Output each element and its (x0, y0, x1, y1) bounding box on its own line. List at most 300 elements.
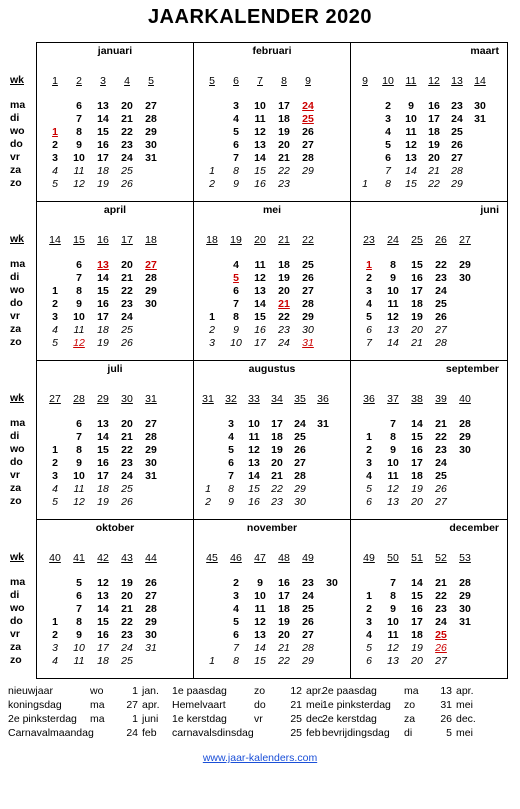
holiday-day: 26 (440, 713, 452, 725)
day-cell: 27 (302, 285, 314, 297)
week-number: 25 (411, 234, 423, 246)
day-cell: 2 (366, 603, 372, 615)
day-cell: 15 (97, 126, 109, 138)
day-cell: 28 (435, 337, 447, 349)
week-number: 49 (302, 552, 314, 564)
day-cell: 6 (76, 100, 82, 112)
week-number: 33 (248, 393, 260, 405)
holiday-weekday: vr (254, 713, 263, 725)
month-oktober (36, 519, 194, 679)
day-cell: 18 (271, 431, 283, 443)
day-cell: 27 (145, 100, 157, 112)
week-number: 9 (305, 75, 311, 87)
week-number: 48 (278, 552, 290, 564)
week-number: 21 (278, 234, 290, 246)
day-cell: 4 (366, 470, 372, 482)
weekday-label-di: di (10, 271, 20, 283)
day-cell: 5 (233, 272, 239, 284)
day-cell: 5 (52, 178, 58, 190)
week-number: 35 (294, 393, 306, 405)
day-cell: 30 (294, 496, 306, 508)
day-cell: 13 (387, 496, 399, 508)
weekday-label-wo: wo (10, 125, 25, 137)
day-cell: 23 (121, 298, 133, 310)
day-cell: 25 (121, 165, 133, 177)
day-cell: 6 (76, 590, 82, 602)
day-cell: 21 (411, 337, 423, 349)
day-cell: 19 (278, 272, 290, 284)
day-cell: 29 (145, 126, 157, 138)
week-number: 50 (387, 552, 399, 564)
holiday-month: feb (306, 727, 321, 739)
day-cell: 24 (302, 590, 314, 602)
holiday-name: Hemelvaart (172, 699, 226, 711)
day-cell: 25 (121, 324, 133, 336)
week-number: 11 (405, 75, 417, 87)
day-cell: 21 (121, 272, 133, 284)
day-cell: 27 (435, 324, 447, 336)
day-cell: 10 (387, 616, 399, 628)
day-cell: 28 (145, 272, 157, 284)
day-cell: 24 (302, 100, 314, 112)
holiday-name: Carnavalmaandag (8, 727, 94, 739)
day-cell: 22 (435, 431, 447, 443)
day-cell: 8 (390, 590, 396, 602)
day-cell: 18 (428, 126, 440, 138)
day-cell: 31 (317, 418, 329, 430)
day-cell: 5 (52, 337, 58, 349)
day-cell: 28 (302, 298, 314, 310)
day-cell: 10 (254, 590, 266, 602)
day-cell: 3 (228, 418, 234, 430)
day-cell: 23 (121, 139, 133, 151)
day-cell: 30 (459, 603, 471, 615)
day-cell: 19 (97, 496, 109, 508)
day-cell: 9 (76, 629, 82, 641)
day-cell: 14 (254, 642, 266, 654)
month-name: juni (480, 204, 499, 216)
day-cell: 14 (387, 337, 399, 349)
day-cell: 1 (52, 444, 58, 456)
day-cell: 18 (411, 629, 423, 641)
day-cell: 12 (387, 642, 399, 654)
day-cell: 7 (385, 165, 391, 177)
holiday-month: jan. (142, 685, 159, 697)
weekday-label-zo: zo (10, 654, 22, 666)
holiday-day: 21 (290, 699, 302, 711)
day-cell: 21 (278, 298, 290, 310)
day-cell: 17 (278, 100, 290, 112)
holiday-day: 12 (290, 685, 302, 697)
holiday-month: apr. (456, 685, 474, 697)
day-cell: 26 (451, 139, 463, 151)
week-number: 22 (302, 234, 314, 246)
day-cell: 4 (233, 113, 239, 125)
day-cell: 23 (302, 577, 314, 589)
day-cell: 9 (390, 272, 396, 284)
day-cell: 6 (385, 152, 391, 164)
day-cell: 8 (385, 178, 391, 190)
day-cell: 19 (411, 642, 423, 654)
day-cell: 22 (121, 126, 133, 138)
day-cell: 12 (248, 444, 260, 456)
week-number: 52 (435, 552, 447, 564)
day-cell: 14 (97, 431, 109, 443)
day-cell: 8 (390, 259, 396, 271)
day-cell: 7 (233, 642, 239, 654)
week-number: 5 (148, 75, 154, 87)
day-cell: 22 (121, 444, 133, 456)
day-cell: 10 (73, 642, 85, 654)
day-cell: 24 (435, 616, 447, 628)
week-number: 29 (97, 393, 109, 405)
day-cell: 25 (302, 603, 314, 615)
day-cell: 26 (145, 577, 157, 589)
day-cell: 25 (121, 483, 133, 495)
day-cell: 23 (271, 496, 283, 508)
day-cell: 2 (52, 139, 58, 151)
holiday-name: 2e kerstdag (322, 713, 377, 725)
day-cell: 16 (97, 139, 109, 151)
week-number: 32 (225, 393, 237, 405)
week-number: 41 (73, 552, 85, 564)
day-cell: 4 (52, 165, 58, 177)
day-cell: 9 (76, 457, 82, 469)
day-cell: 17 (428, 113, 440, 125)
day-cell: 9 (408, 100, 414, 112)
weekday-label-zo: zo (10, 495, 22, 507)
weekday-label-di: di (10, 112, 20, 124)
day-cell: 19 (97, 337, 109, 349)
holiday-month: apr. (142, 699, 160, 711)
holiday-weekday: do (254, 699, 266, 711)
day-cell: 14 (97, 603, 109, 615)
weekday-label-di: di (10, 430, 20, 442)
day-cell: 19 (278, 616, 290, 628)
day-cell: 24 (278, 337, 290, 349)
day-cell: 28 (459, 418, 471, 430)
holiday-month: mei (306, 699, 323, 711)
holiday-weekday: ma (404, 685, 419, 697)
holiday-name: bevrijdingsdag (322, 727, 390, 739)
day-cell: 23 (435, 272, 447, 284)
day-cell: 25 (302, 259, 314, 271)
day-cell: 21 (278, 152, 290, 164)
week-number: 13 (451, 75, 463, 87)
day-cell: 11 (248, 431, 260, 443)
day-cell: 10 (387, 457, 399, 469)
day-cell: 28 (302, 152, 314, 164)
day-cell: 22 (121, 616, 133, 628)
day-cell: 26 (435, 483, 447, 495)
day-cell: 25 (451, 126, 463, 138)
day-cell: 11 (254, 113, 266, 125)
month-februari (193, 42, 351, 202)
weekday-label-vr: vr (10, 628, 20, 640)
week-number: 23 (363, 234, 375, 246)
day-cell: 11 (387, 470, 399, 482)
day-cell: 31 (145, 470, 157, 482)
week-number: 3 (100, 75, 106, 87)
holiday-weekday: ma (90, 713, 105, 725)
day-cell: 3 (52, 470, 58, 482)
day-cell: 20 (271, 457, 283, 469)
day-cell: 5 (76, 577, 82, 589)
day-cell: 3 (52, 152, 58, 164)
day-cell: 12 (405, 139, 417, 151)
day-cell: 21 (121, 603, 133, 615)
day-cell: 24 (121, 311, 133, 323)
week-number: 8 (281, 75, 287, 87)
month-name: augustus (248, 363, 296, 375)
week-number: 31 (145, 393, 157, 405)
day-cell: 15 (97, 444, 109, 456)
day-cell: 4 (366, 629, 372, 641)
holiday-day: 27 (126, 699, 138, 711)
week-number: 43 (121, 552, 133, 564)
day-cell: 2 (366, 444, 372, 456)
day-cell: 13 (254, 629, 266, 641)
week-number: 10 (382, 75, 394, 87)
weekday-label-do: do (10, 615, 23, 627)
holiday-day: 25 (290, 713, 302, 725)
day-cell: 23 (451, 100, 463, 112)
day-cell: 18 (278, 603, 290, 615)
day-cell: 17 (254, 337, 266, 349)
day-cell: 30 (145, 139, 157, 151)
day-cell: 3 (366, 616, 372, 628)
weekday-label-vr: vr (10, 151, 20, 163)
holiday-day: 13 (440, 685, 452, 697)
day-cell: 21 (121, 431, 133, 443)
holiday-day: 1 (132, 713, 138, 725)
day-cell: 10 (73, 152, 85, 164)
day-cell: 30 (145, 629, 157, 641)
day-cell: 12 (387, 311, 399, 323)
day-cell: 18 (97, 165, 109, 177)
day-cell: 12 (97, 577, 109, 589)
holiday-name: 1e paasdag (172, 685, 227, 697)
holiday-name: 2e pinksterdag (8, 713, 77, 725)
week-number: 20 (254, 234, 266, 246)
day-cell: 19 (121, 577, 133, 589)
week-number: 5 (209, 75, 215, 87)
day-cell: 25 (435, 629, 447, 641)
day-cell: 7 (233, 298, 239, 310)
day-cell: 27 (302, 629, 314, 641)
day-cell: 1 (366, 431, 372, 443)
holiday-weekday: di (404, 727, 413, 739)
day-cell: 12 (254, 616, 266, 628)
day-cell: 28 (145, 603, 157, 615)
week-number: 14 (474, 75, 486, 87)
day-cell: 22 (121, 285, 133, 297)
day-cell: 20 (411, 496, 423, 508)
calendar-grid (8, 42, 508, 680)
month-name: april (103, 204, 127, 216)
holiday-name: 1e kerstdag (172, 713, 227, 725)
day-cell: 21 (435, 577, 447, 589)
day-cell: 30 (459, 272, 471, 284)
day-cell: 24 (451, 113, 463, 125)
day-cell: 19 (271, 444, 283, 456)
week-number: 38 (411, 393, 423, 405)
weekday-label-ma: ma (10, 258, 26, 270)
month-name: september (445, 363, 499, 375)
day-cell: 24 (435, 285, 447, 297)
day-cell: 1 (366, 259, 372, 271)
weekday-label-zo: zo (10, 336, 22, 348)
day-cell: 6 (366, 496, 372, 508)
day-cell: 14 (248, 470, 260, 482)
day-cell: 30 (302, 324, 314, 336)
day-cell: 16 (97, 298, 109, 310)
website-link[interactable]: www.jaar-kalenders.com (202, 752, 318, 764)
day-cell: 25 (121, 655, 133, 667)
day-cell: 4 (52, 655, 58, 667)
day-cell: 8 (76, 285, 82, 297)
day-cell: 17 (97, 152, 109, 164)
weekday-label-zo: zo (10, 177, 22, 189)
holiday-day: 24 (126, 727, 138, 739)
day-cell: 4 (52, 324, 58, 336)
day-cell: 14 (97, 113, 109, 125)
month-name: februari (252, 45, 292, 57)
day-cell: 7 (366, 337, 372, 349)
day-cell: 20 (121, 259, 133, 271)
holiday-weekday: ma (90, 699, 105, 711)
holiday-weekday: zo (254, 685, 266, 697)
day-cell: 19 (428, 139, 440, 151)
month-november (193, 519, 351, 679)
day-cell: 20 (121, 100, 133, 112)
week-number: 14 (49, 234, 61, 246)
day-cell: 9 (233, 324, 239, 336)
day-cell: 15 (97, 616, 109, 628)
holiday-name: carnavalsdinsdag (172, 727, 254, 739)
week-number: 27 (459, 234, 471, 246)
day-cell: 11 (73, 483, 85, 495)
day-cell: 24 (294, 418, 306, 430)
day-cell: 28 (145, 431, 157, 443)
day-cell: 10 (248, 418, 260, 430)
weekday-label-za: za (10, 164, 22, 176)
day-cell: 14 (411, 577, 423, 589)
weekday-label-wo: wo (10, 602, 25, 614)
week-number: 44 (145, 552, 157, 564)
day-cell: 14 (405, 165, 417, 177)
holiday-weekday: za (404, 713, 416, 725)
day-cell: 2 (52, 298, 58, 310)
day-cell: 16 (254, 324, 266, 336)
row-labels (8, 42, 36, 680)
day-cell: 29 (302, 165, 314, 177)
week-number: 46 (230, 552, 242, 564)
day-cell: 20 (411, 655, 423, 667)
day-cell: 9 (228, 496, 234, 508)
day-cell: 5 (233, 616, 239, 628)
day-cell: 23 (121, 629, 133, 641)
day-cell: 26 (121, 337, 133, 349)
weekday-label-ma: ma (10, 417, 26, 429)
day-cell: 26 (302, 126, 314, 138)
holiday-name: koningsdag (8, 699, 62, 711)
week-label: wk (10, 233, 25, 245)
day-cell: 17 (411, 457, 423, 469)
day-cell: 21 (435, 418, 447, 430)
month-december (350, 519, 508, 679)
weekday-label-vr: vr (10, 310, 20, 322)
day-cell: 5 (385, 139, 391, 151)
day-cell: 26 (302, 616, 314, 628)
day-cell: 30 (474, 100, 486, 112)
day-cell: 20 (411, 324, 423, 336)
day-cell: 11 (405, 126, 417, 138)
day-cell: 28 (451, 165, 463, 177)
week-label: wk (10, 551, 25, 563)
month-name: juli (107, 363, 123, 375)
day-cell: 5 (366, 642, 372, 654)
day-cell: 12 (73, 496, 85, 508)
day-cell: 29 (145, 444, 157, 456)
day-cell: 16 (97, 457, 109, 469)
day-cell: 27 (451, 152, 463, 164)
holiday-name: 2e paasdag (322, 685, 377, 697)
week-number: 16 (97, 234, 109, 246)
day-cell: 8 (233, 655, 239, 667)
day-cell: 12 (254, 126, 266, 138)
day-cell: 25 (294, 431, 306, 443)
day-cell: 1 (52, 616, 58, 628)
day-cell: 3 (366, 285, 372, 297)
day-cell: 30 (326, 577, 338, 589)
day-cell: 2 (233, 577, 239, 589)
day-cell: 8 (390, 431, 396, 443)
day-cell: 29 (302, 655, 314, 667)
day-cell: 10 (73, 470, 85, 482)
day-cell: 10 (230, 337, 242, 349)
day-cell: 17 (97, 311, 109, 323)
day-cell: 17 (411, 616, 423, 628)
day-cell: 19 (278, 126, 290, 138)
month-april (36, 201, 194, 361)
day-cell: 15 (254, 311, 266, 323)
weekday-label-do: do (10, 297, 23, 309)
day-cell: 22 (435, 590, 447, 602)
day-cell: 22 (278, 311, 290, 323)
week-number: 28 (73, 393, 85, 405)
week-number: 34 (271, 393, 283, 405)
day-cell: 31 (145, 642, 157, 654)
day-cell: 15 (405, 178, 417, 190)
day-cell: 28 (145, 113, 157, 125)
day-cell: 8 (233, 311, 239, 323)
week-number: 27 (49, 393, 61, 405)
day-cell: 6 (233, 139, 239, 151)
day-cell: 4 (52, 483, 58, 495)
day-cell: 2 (209, 178, 215, 190)
week-number: 37 (387, 393, 399, 405)
day-cell: 11 (387, 629, 399, 641)
day-cell: 22 (271, 483, 283, 495)
day-cell: 9 (76, 139, 82, 151)
day-cell: 6 (233, 285, 239, 297)
day-cell: 21 (428, 165, 440, 177)
month-september (350, 360, 508, 520)
day-cell: 4 (233, 259, 239, 271)
day-cell: 29 (451, 178, 463, 190)
day-cell: 8 (76, 126, 82, 138)
